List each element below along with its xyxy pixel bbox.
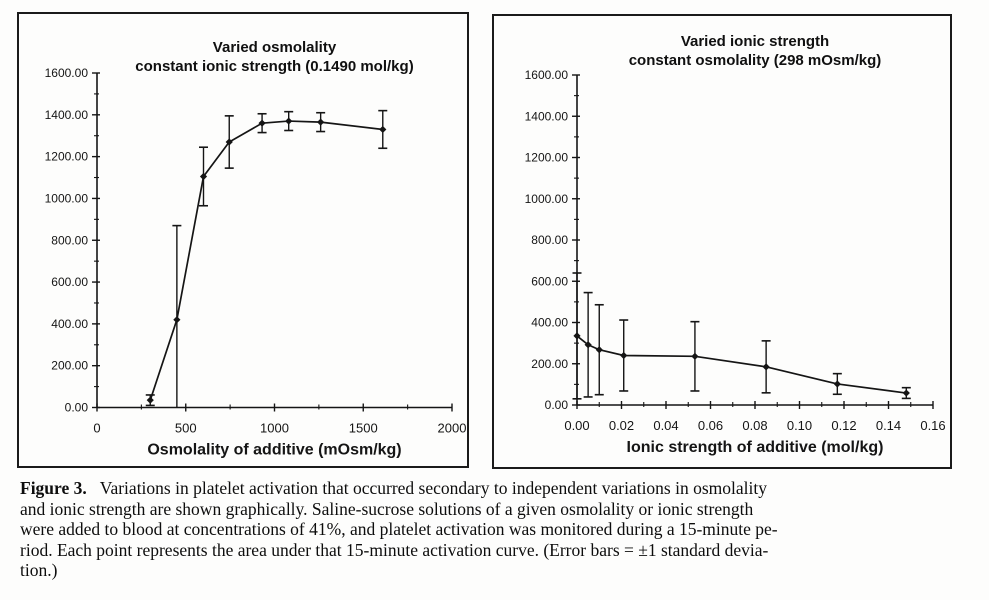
- svg-text:600.00: 600.00: [531, 274, 568, 289]
- svg-text:1000.00: 1000.00: [44, 191, 88, 206]
- svg-text:1400.00: 1400.00: [44, 107, 88, 122]
- svg-text:0.16: 0.16: [920, 418, 946, 433]
- chart-title-line1: Varied osmolality: [212, 39, 337, 56]
- chart-title-line2: constant osmolality (298 mOsm/kg): [628, 52, 882, 69]
- svg-text:0.14: 0.14: [875, 418, 902, 433]
- caption-line: riod. Each point represents the area under that 15-minute activation curve. (Error bars = ±1 standard devia-: [20, 539, 769, 560]
- svg-text:0.02: 0.02: [608, 418, 635, 433]
- svg-text:800.00: 800.00: [531, 233, 568, 247]
- svg-text:1000: 1000: [260, 420, 289, 436]
- svg-text:1400.00: 1400.00: [524, 109, 568, 124]
- svg-text:600.00: 600.00: [51, 275, 88, 290]
- osmolality-chart: [19, 14, 467, 466]
- svg-text:0.00: 0.00: [64, 400, 88, 415]
- svg-text:0: 0: [93, 420, 101, 436]
- svg-text:0.06: 0.06: [697, 418, 724, 433]
- caption-line: and ionic strength are shown graphically. Saline-sucrose solutions of a given osmolality or ionic strength: [20, 498, 754, 519]
- svg-text:0.10: 0.10: [786, 418, 813, 433]
- caption-line: were added to blood at concentrations of 41%, and platelet activation was monitored during a 15-minute pe-: [20, 519, 778, 539]
- svg-text:800.00: 800.00: [51, 233, 88, 248]
- svg-text:1500: 1500: [348, 420, 378, 436]
- svg-text:0.00: 0.00: [564, 418, 590, 433]
- svg-text:2000: 2000: [437, 420, 467, 436]
- svg-text:1000.00: 1000.00: [524, 191, 568, 206]
- svg-text:1200.00: 1200.00: [44, 149, 88, 164]
- svg-text:0.08: 0.08: [742, 418, 768, 433]
- svg-text:400.00: 400.00: [51, 316, 88, 331]
- figure-caption: [20, 478, 978, 581]
- svg-text:200.00: 200.00: [51, 358, 88, 373]
- svg-text:0.12: 0.12: [831, 418, 857, 433]
- osmolality-chart-title: [97, 38, 452, 76]
- svg-text:0.04: 0.04: [653, 418, 679, 433]
- svg-text:Ionic strength of additive (mo: Ionic strength of additive (mol/kg): [626, 439, 884, 456]
- svg-text:1600.00: 1600.00: [524, 68, 568, 82]
- ionic-strength-chart: [494, 16, 950, 467]
- chart-title-line2: constant ionic strength (0.1490 mol/kg): [135, 58, 414, 75]
- svg-text:1600.00: 1600.00: [44, 66, 88, 80]
- svg-text:200.00: 200.00: [531, 356, 568, 371]
- ionic-strength-chart-panel: [492, 14, 952, 469]
- osmolality-chart-panel: [17, 12, 469, 468]
- ionic-strength-chart-title: [577, 32, 933, 70]
- svg-text:0.00: 0.00: [544, 398, 568, 412]
- chart-title-line1: Varied ionic strength: [680, 33, 830, 50]
- svg-text:1200.00: 1200.00: [524, 150, 568, 165]
- caption-line: Figure 3. Variations in platelet activation that occurred secondary to independent variations in osmolality: [20, 478, 767, 498]
- svg-text:Osmolality of additive (mOsm/k: Osmolality of additive (mOsm/kg): [147, 441, 402, 459]
- svg-text:400.00: 400.00: [531, 315, 568, 330]
- caption-line: tion.): [20, 560, 58, 580]
- svg-text:500: 500: [174, 420, 197, 436]
- figure-label: Figure 3.: [20, 478, 87, 498]
